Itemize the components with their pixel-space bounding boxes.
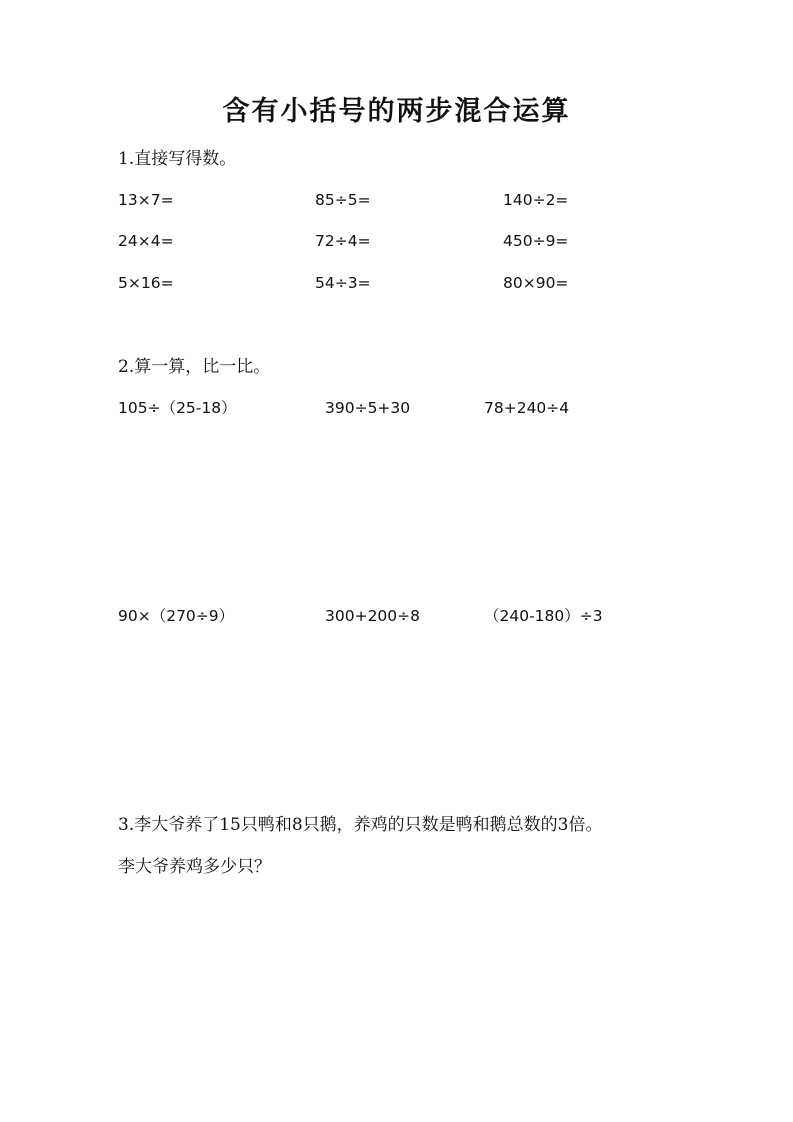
calc-item: 80×90= (503, 274, 569, 292)
expression-item: 300+200÷8 (325, 607, 421, 625)
word-problem-line-1: 3.李大爷养了15只鸭和8只鹅，养鸡的只数是鸭和鹅总数的3倍。 (118, 815, 603, 835)
expression-item: 390÷5+30 (325, 399, 411, 417)
calc-item: 72÷4= (315, 232, 371, 250)
calc-item: 13×7= (118, 191, 174, 209)
calc-item: 85÷5= (315, 191, 371, 209)
calc-item: 54÷3= (315, 274, 371, 292)
calc-item: 140÷2= (503, 191, 569, 209)
page-title: 含有小括号的两步混合运算 (222, 96, 571, 127)
calc-item: 450÷9= (503, 232, 569, 250)
calc-item: 5×16= (118, 274, 174, 292)
expression-item: （240-180）÷3 (484, 607, 603, 625)
expression-item: 90×（270÷9） (118, 607, 235, 625)
calc-item: 24×4= (118, 232, 174, 250)
expression-item: 78+240÷4 (484, 399, 570, 417)
expression-item: 105÷（25-18） (118, 399, 237, 417)
section-1-heading: 1.直接写得数。 (118, 149, 237, 169)
section-2-heading: 2.算一算，比一比。 (118, 357, 271, 377)
word-problem-line-2: 李大爷养鸡多少只？ (118, 857, 271, 877)
